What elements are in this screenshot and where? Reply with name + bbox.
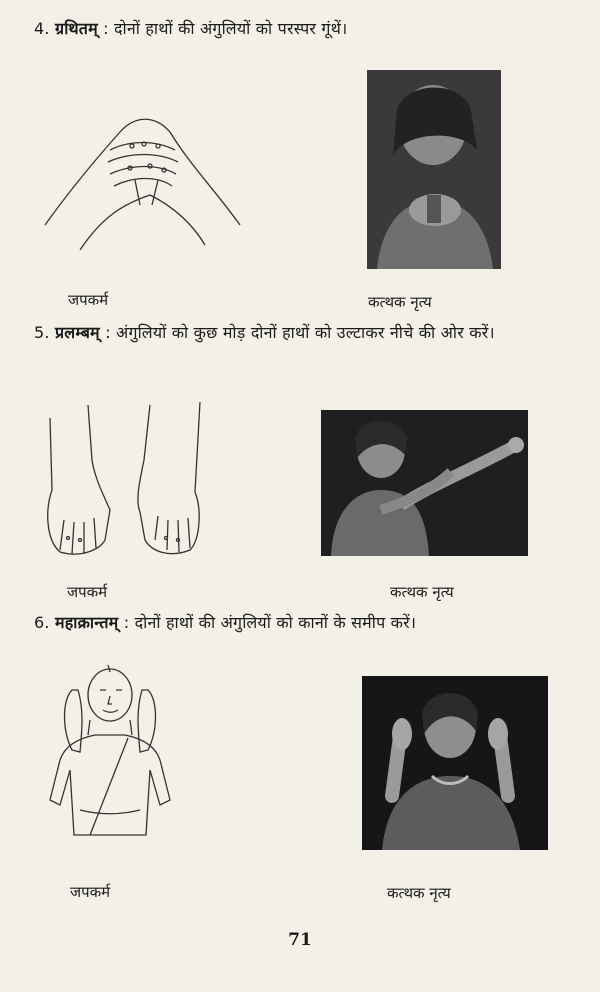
monk-hands-near-ears-drawing bbox=[40, 660, 180, 850]
japkarm-caption-6: जपकर्म bbox=[70, 883, 111, 901]
mudra-term: महाक्रान्तम् bbox=[54, 613, 119, 632]
kathak-photo-6 bbox=[362, 676, 548, 850]
mudra-term: ग्रथितम् bbox=[54, 19, 98, 38]
mudra-description: अंगुलियों को कुछ मोड़ दोनों हाथों को उल्टाकर नीचे की ओर करें। bbox=[116, 323, 495, 342]
interlaced-hands-drawing bbox=[40, 110, 245, 250]
section-number: 5. bbox=[34, 323, 50, 342]
section-5-heading bbox=[34, 318, 578, 348]
kathak-photo-5 bbox=[321, 410, 528, 556]
section-4-heading bbox=[34, 14, 578, 44]
kathak-photo-4 bbox=[367, 70, 501, 269]
separator: : bbox=[123, 613, 130, 632]
separator: : bbox=[105, 323, 111, 342]
page-number: 71 bbox=[288, 930, 312, 950]
mudra-term: प्रलम्बम् bbox=[54, 323, 100, 342]
section-number: 6. bbox=[34, 613, 50, 632]
kathak-caption-4: कत्थक नृत्य bbox=[368, 293, 432, 311]
kathak-caption-5: कत्थक नृत्य bbox=[390, 583, 454, 601]
japkarm-caption-5: जपकर्म bbox=[67, 583, 108, 601]
mudra-description: दोनों हाथों की अंगुलियों को कानों के समीप करें। bbox=[134, 613, 417, 632]
section-number: 4. bbox=[34, 19, 50, 38]
hanging-hands-drawing bbox=[40, 400, 210, 560]
section-6-heading bbox=[34, 608, 578, 638]
mudra-description: दोनों हाथों की अंगुलियों को परस्पर गूंथें। bbox=[114, 19, 348, 38]
japkarm-caption-4: जपकर्म bbox=[68, 291, 109, 309]
separator: : bbox=[103, 19, 109, 38]
kathak-caption-6: कत्थक नृत्य bbox=[387, 884, 451, 902]
